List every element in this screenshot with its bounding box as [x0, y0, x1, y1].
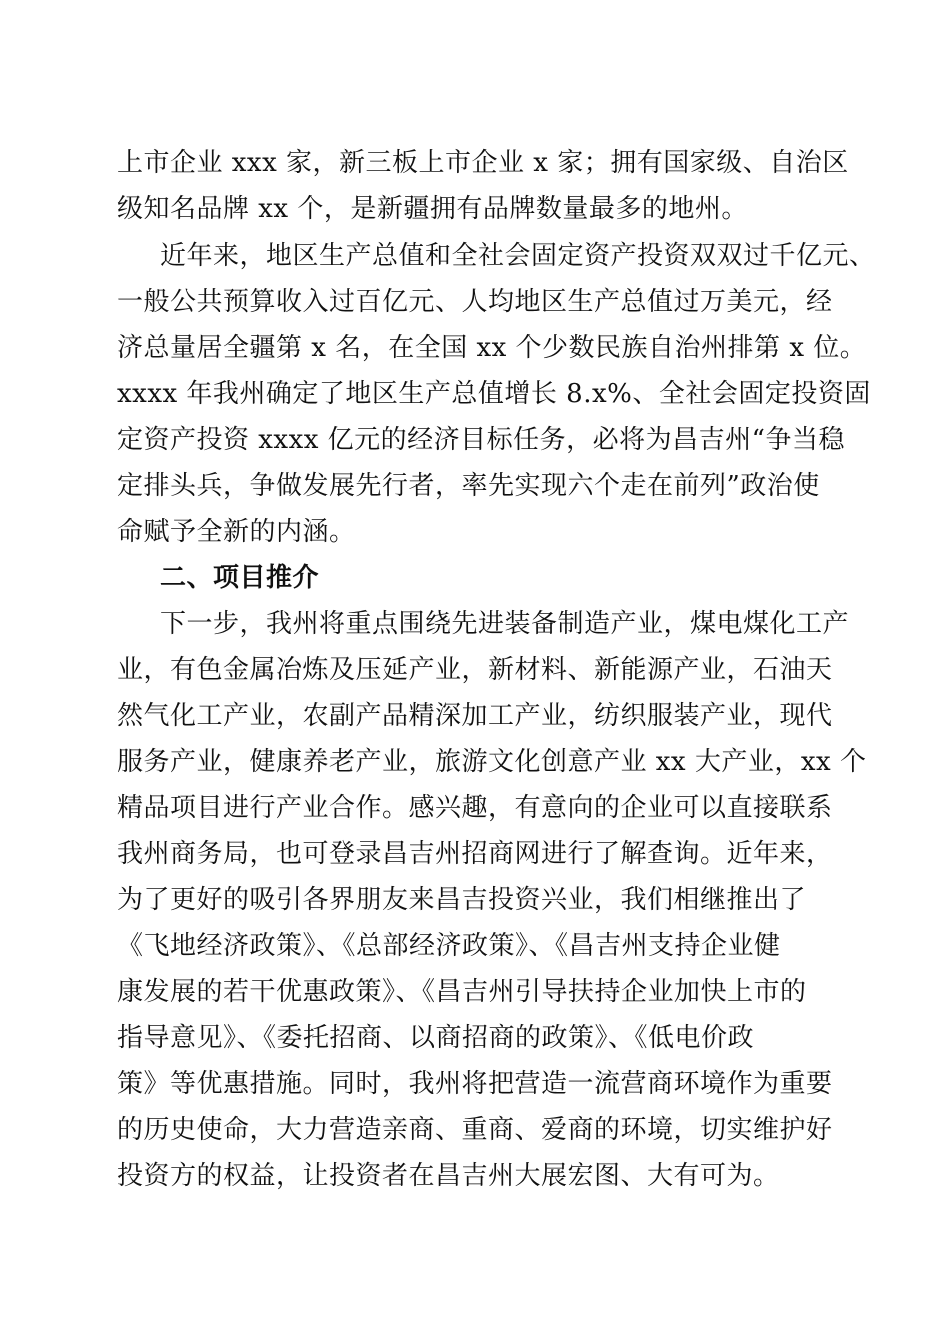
text-line: 《飞地经济政策》、《总部经济政策》、《昌吉州支持企业健 — [117, 931, 781, 961]
text-line: 济总量居全疆第 x 名，在全国 xx 个少数民族自治州排第 x 位。 — [117, 333, 867, 363]
text-line: 服务产业，健康养老产业，旅游文化创意产业 xx 大产业，xx 个 — [117, 747, 867, 777]
text-line: 命赋予全新的内涵。 — [117, 517, 356, 547]
text-line: 为了更好的吸引各界朋友来昌吉投资兴业，我们相继推出了 — [117, 885, 807, 915]
text-line: 的历史使命，大力营造亲商、重商、爱商的环境，切实维护好 — [117, 1115, 833, 1145]
text-line: 上市企业 xxx 家，新三板上市企业 x 家；拥有国家级、自治区 — [117, 148, 849, 178]
text-line: 一般公共预算收入过百亿元、人均地区生产总值过万美元，经 — [117, 287, 833, 317]
text-line: 康发展的若干优惠政策》、《昌吉州引导扶持企业加快上市的 — [117, 977, 807, 1007]
text-line: xxxx 年我州确定了地区生产总值增长 8.x%、全社会固定投资固 — [117, 379, 871, 409]
paragraph-start: 下一步，我州将重点围绕先进装备制造产业，煤电煤化工产 — [160, 609, 850, 639]
text-line: 定资产投资 xxxx 亿元的经济目标任务，必将为昌吉州“争当稳 — [117, 425, 845, 455]
text-line: 定排头兵，争做发展先行者，率先实现六个走在前列”政治使 — [117, 471, 820, 501]
text-line: 业，有色金属冶炼及压延产业，新材料、新能源产业，石油天 — [117, 655, 833, 685]
text-line: 级知名品牌 xx 个，是新疆拥有品牌数量最多的地州。 — [117, 194, 748, 224]
text-line: 指导意见》、《委托招商、以商招商的政策》、《低电价政 — [117, 1023, 755, 1053]
paragraph-start: 近年来，地区生产总值和全社会固定资产投资双双过千亿元、 — [160, 241, 876, 271]
section-heading: 二、项目推介 — [160, 563, 320, 593]
text-line: 精品项目进行产业合作。感兴趣，有意向的企业可以直接联系 — [117, 793, 833, 823]
text-line: 投资方的权益，让投资者在昌吉州大展宏图、大有可为。 — [117, 1161, 780, 1191]
text-line: 策》等优惠措施。同时，我州将把营造一流营商环境作为重要 — [117, 1069, 833, 1099]
text-line: 我州商务局，也可登录昌吉州招商网进行了解查询。近年来， — [117, 839, 833, 869]
text-line: 然气化工产业，农副产品精深加工产业，纺织服装产业，现代 — [117, 701, 833, 731]
